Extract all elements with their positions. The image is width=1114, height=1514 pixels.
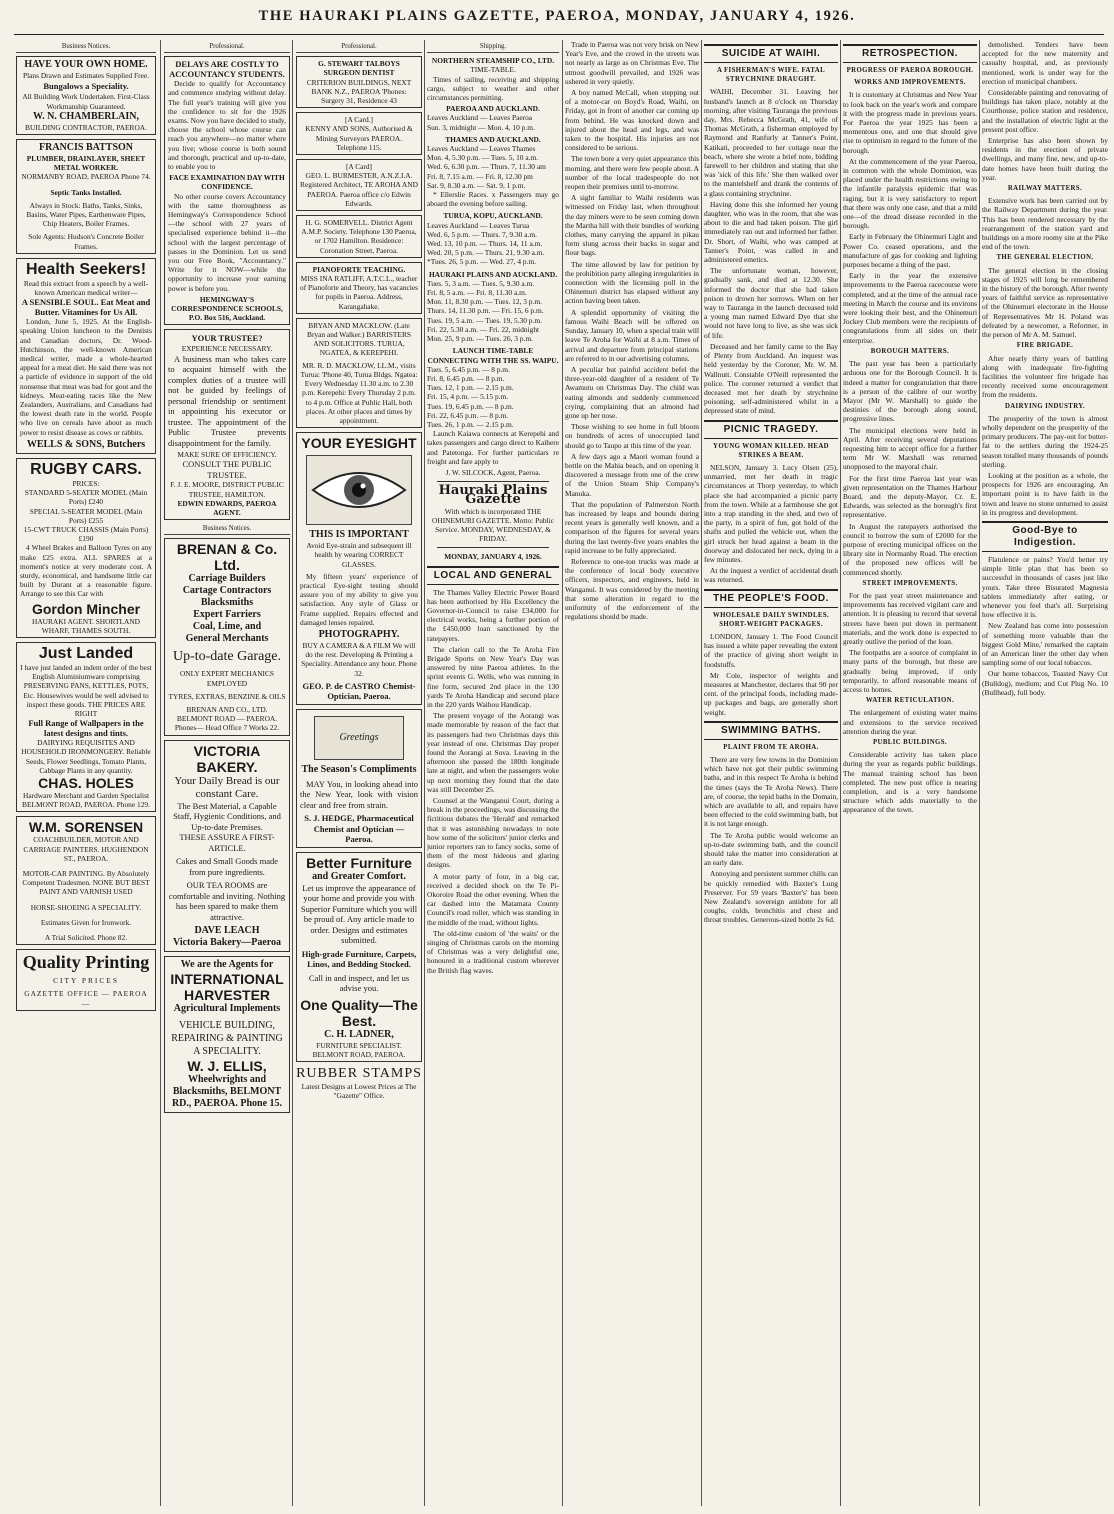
ad-body: MOTOR-CAR PAINTING. By Absolutely Competent Tradesmen. NONE BUT BEST PAINT AND VARNISH USED (22, 868, 150, 897)
ad-body: Wheelwrights and Blacksmiths, BELMONT RD., PAEROA. Phone 15. (171, 1074, 283, 1110)
issue-date: MONDAY, JANUARY 4, 1926. (444, 552, 542, 562)
ad-headline: Just Landed (38, 644, 134, 662)
ad-body: ONLY EXPERT MECHANICS EMPLOYED (179, 669, 275, 688)
ad-headline: Health Seekers! (25, 260, 147, 278)
talboys-card (296, 56, 422, 108)
column-8-retrospection-continued (982, 40, 1108, 1508)
macklow-card (296, 318, 422, 428)
ad-body: 4 Wheel Brakes and Balloon Tyres on any make £25 extra. ALL SPARES at a moment's notice at very moderate cost. A sturdy, economical, and handsome little car built by Durant at a reasonable figure. Arrange to see this Car with (20, 543, 152, 599)
ad-subhead: Full Range of Wallpapers in the latest designs and tints. (28, 718, 144, 739)
gazette-nameplate: Hauraki Plains Gazette (438, 483, 548, 508)
service-item: Coal, Lime, and (192, 621, 262, 633)
column-7-retrospection (843, 40, 977, 1508)
article-paragraph: Extensive work has been carried out by the Railway Department during the year. This has been rendered necessary by the rearrangement of the station yard and buildings on a more roomy site at the Pike end of the town. (982, 196, 1108, 252)
somervell-card (296, 215, 422, 258)
ad-body: BRYAN AND MACKLOW. (Late Bryan and Walker.) BARRISTERS AND SOLICITORS. TURUA, NGATEA, & KEREPEHI. (307, 320, 411, 358)
timetable-row: *Tues. 26, 5 p.m. — Wed. 27, 4 p.m. (427, 257, 537, 267)
article-paragraph: The footpaths are a source of complaint in many parts of the borough, but these are gradually being improved, if only temporarily, to afford reasonable means of access to homes. (843, 648, 977, 694)
article-subheading: DAIRYING INDUSTRY. (1004, 402, 1086, 410)
ad-name: S. J. HEDGE, Pharmaceutical Chemist and Optician — Paeroa. (304, 813, 414, 845)
article-subheading: WHOLESALE DAILY SWINDLES. SHORT-WEIGHT PACKAGES. (712, 611, 830, 628)
column-rule (701, 40, 702, 1506)
timetable-row: Mon. 4, 5.30 p.m. — Tues. 5, 10 a.m. (427, 153, 539, 163)
ad-name: VICTORIA BAKERY. (193, 742, 261, 775)
timetable-row: Fri. 15, 4 p.m. — 5.15 p.m. (427, 392, 509, 402)
column-rule (562, 40, 563, 1506)
ad-subhead: FACE EXAMINATION DAY WITH CONFIDENCE. (169, 173, 285, 192)
greetings-illustration: Greetings (314, 716, 404, 760)
article-paragraph: The Te Aroha public would welcome an up-to-date swimming bath, and the council should take the matter into consideration at an early date. (704, 830, 838, 868)
battson-ad (16, 139, 156, 254)
ad-headline: YOUR EYESIGHT (301, 435, 417, 452)
ad-subhead: We are the Agents for (180, 959, 274, 971)
article-subheading: PLAINT FROM TE AROHA. (723, 743, 819, 751)
article-paragraph: Deceased and her family came to the Bay of Plenty from Auckland. An inquest was held yesterday by the Coroner, Mr. W. M. Wallnutt. Constable O'Neill represented the police. The coroner returned a verdict that deceased met her death by strychnine poisoning, self-administered whilst in a depressed state of mind. (704, 341, 838, 416)
ad-headline: HAVE YOUR OWN HOME. (24, 59, 148, 71)
timetable-title: TIME-TABLE. (470, 65, 516, 75)
greetings-ad (296, 709, 422, 848)
article-subheading: THE GENERAL ELECTION. (996, 254, 1094, 262)
article-paragraph: Considerable activity has taken place during the year as regards public buildings. The manual training school has been completed. The new post office is nearing completion, and is a very handsome structure which adds materially to the appearance of the town. (843, 750, 977, 815)
ad-body: The Best Material, a Capable Staff, Hygienic Conditions, and Up-to-date Premises. (173, 800, 281, 832)
ad-body: All Building Work Undertaken. First-Class Workmanship Guaranteed. (22, 92, 150, 111)
article-paragraph: Trade in Paeroa was not very brisk on New Year's Eve, and the crowd in the streets was not nearly as large as on Christmas Eve. The utmost goodwill prevailed, and 1926 was ushered in very quietly. (565, 40, 699, 86)
ad-subhead: One Quality—The Best. (300, 996, 418, 1029)
ad-headline: Quality Printing (22, 952, 150, 973)
ad-body: Decide to qualify for Accountancy and commence studying without delay. The full year's training will give you the confidence to sit for the 1926 exams. Now you have decided to study, choose the school whose course can reach you anywhere—no matter where you live; whose course is both sound and thorough, practical and up-to-date, to enable you to (168, 79, 286, 172)
ad-headline: DELAYS ARE COSTLY TO ACCOUNTANCY STUDENTS. (169, 59, 285, 80)
article-paragraph: The present voyage of the Aorangi was made memorable by reason of the fact that its passengers had two Christmas days this year instead of one. Christmas Day proper found the Aorangi at Suva. Leaving in the afternoon she passed the 180th longitude late at night, and when the passengers woke up next morning they found that the date was still December 25. (427, 711, 559, 794)
ad-body: Plans Drawn and Estimates Supplied Free. (22, 71, 150, 81)
service-item: Expert Farriers (193, 609, 261, 621)
article-paragraph: For the first time Paeroa last year was given representation on the Thames Harbour Board, and the deputy-Mayor, Cr. E. Edwards, was selected as the borough's first representative. (843, 473, 977, 520)
ad-body: KENNY AND SONS, Authorised & Mining Surveyors PAEROA. Telephone 115. (305, 124, 413, 152)
ad-body: COACHBUILDER, MOTOR AND CARRIAGE PAINTERS. HUGHENDON ST., PAEROA. (23, 835, 149, 863)
ad-name: W. J. ELLIS, (187, 1058, 267, 1075)
article-subheading: A FISHERMAN'S WIFE. FATAL STRYCHNINE DRAUGHT. (716, 67, 826, 84)
ad-headline: RUGBY CARS. (30, 460, 142, 478)
ad-name: G. STEWART TALBOYS SURGEON DENTIST (318, 59, 400, 78)
service-item: General Merchants (185, 633, 269, 645)
ad-headline: Better Furniture (306, 854, 412, 871)
article-paragraph: Considerable painting and renovating of buildings has taken place, notably at the Courthouse, police station and residence, and the installation of electric light at the present post office. (982, 88, 1108, 134)
ad-name: CHAS. HOLES (38, 774, 134, 791)
gazette-motto: With which is incorporated THE OHINEMURI GAZETTE. Motto: Public Service. MONDAY, WEDNESDAY, & FRIDAY. (432, 506, 554, 544)
article-paragraph: The enlargement of existing water mains and extensions to the service received attention during the year. (843, 708, 977, 736)
timetable-row: Fri. 8, 6.45 p.m. — 8 p.m. (427, 373, 505, 383)
service-item: Carriage Builders (188, 573, 266, 585)
card-label: [A Card.] (345, 115, 373, 125)
column-rule (160, 40, 161, 1506)
column-4-shipping (427, 40, 559, 1508)
ad-body: BUY A CAMERA & A FILM We will do the rest. Developing & Printing a Speciality. Attendance any hour. Phone 32. (301, 640, 417, 678)
divider (437, 481, 549, 482)
ad-body: BUILDING CONTRACTOR, PAEROA. (25, 122, 147, 132)
article-paragraph: The general election in the closing stages of 1925 will long be remembered in the history of the borough. After twenty years of faithful service as representative of the Ohinemuri electorate in the House of Representatives Mr H. Poland was defeated by a newcomer, a Reformer, in the person of Mr A. M. Samuel. (982, 265, 1108, 340)
article-subheading: YOUNG WOMAN KILLED. HEAD STRIKES A BEAM. (713, 442, 829, 459)
ad-headline: YOUR TRUSTEE? (191, 333, 263, 344)
rubber-stamps-body: Latest Designs at Lowest Prices at The "Gazette" Office. (301, 1082, 417, 1101)
ad-body: CITY PRICES (53, 976, 119, 986)
section-label: Professional. (164, 42, 290, 53)
article-headline: SWIMMING BATHS. (704, 721, 838, 740)
eyesight-ad (296, 432, 422, 705)
ad-body: CRITERION BUILDINGS, NEXT BANK N.Z., PAEROA 'Phones: Surgery 31, Residence 43 (306, 77, 412, 106)
ad-subhead: and Greater Comfort. (312, 870, 406, 882)
article-subheading: FIRE BRIGADE. (1016, 342, 1074, 350)
ad-name: C. H. LADNER, (324, 1028, 394, 1040)
article-headline: SUICIDE AT WAIHI. (704, 44, 838, 63)
article-headline: PICNIC TRAGEDY. (704, 420, 838, 439)
timetable-row: Wed. 6, 6.30 p.m. — Thurs. 7, 11.30 am (427, 162, 546, 172)
ad-body: MAY You, in looking ahead into the New Year, look with vision clear and free from strain. (300, 778, 418, 810)
service-item: Cartage Contractors (182, 585, 272, 597)
route-title: HAURAKI PLAINS AND AUCKLAND. (428, 269, 558, 279)
ad-subhead: PRICES: (72, 478, 100, 488)
article-headline: LOCAL AND GENERAL (427, 566, 559, 585)
article-paragraph: A peculiar but painful accident befel the three-year-old daughter of a resident of Te Awamutu on Christmas Day. The child was eating almonds and suddenly commenced crying, complaining that an almond had gone up her nose. (565, 364, 699, 420)
health-ad (16, 258, 156, 454)
article-paragraph: There are very few towns in the Dominion which have not got their public swimming baths, and in this respect Te Aroha is behind the times (says the Te Aroha News). There are, of course, the tepid baths in the Domain, which are available to all, and repairs have been effected to the cold swimming bath, but it is not large enough. (704, 755, 838, 829)
article-paragraph: Flatulence or pains? You'd better try simple little plan that has been so successful in thousands of cases just like yours. Take three Bisurated Magnesia tablets immediately after eating, or whenever you feel that's all. Surprising how effective it is. (982, 554, 1108, 620)
timetable-row: Sat. 9, 8.30 a.m. — Sat. 9, 1 p.m. (427, 180, 526, 190)
ad-body: Avoid Eye-strain and subsequent ill health by wearing CORRECT GLASSES. (306, 541, 412, 569)
timetable-row: Mon. 11, 8.30 p.m. — Tues. 12, 3 p.m. (427, 297, 542, 307)
column-rule (840, 40, 841, 1506)
section-label: Shipping. (427, 42, 559, 53)
timetable-row: Thurs. 14, 11.30 p.m. — Fri. 15, 6 p.m. (427, 306, 544, 316)
article-paragraph: At the commencement of the year Paeroa, in common with the whole Dominion, was placed under the health restrictions owing to the infantile paralysis epidemic that was raging, but it is very satisfactory to report that there was only one case, and that a mild one—of the dread disease recorded in the borough. (843, 156, 977, 231)
article-paragraph: Looking at the position as a whole, the prospects for 1926 are encouraging. An important point is to have faith in the town and leave no stone unturned to assist in its progress and development. (982, 470, 1108, 517)
article-paragraph: Having done this she informed her young daughter, who was in the room, that she was about to die and had taken poison. The girl immediately ran out and informed her father. Dr. Short, of Waihi, who was camped at Tanner's Point, was called in and administered emetics. (704, 199, 838, 265)
article-paragraph: The old-time custom of 'the waits' or the singing of Christmas carols on the morning of Christmas was a very delightful one, honoured in a traditional custom wherever the British flag waves. (427, 928, 559, 975)
ad-body: GEO. L. BURMESTER, A.N.Z.I.A. Registered Architect, TE AROHA AND PAEROA. Paeroa office c/o Edwin Edwards. (300, 171, 418, 208)
ad-body: TYRES, EXTRAS, BENZINE & OILS (168, 691, 286, 701)
landed-ad (16, 642, 156, 812)
column-rule (292, 40, 293, 1506)
ad-body: Read this extract from a speech by a well-known American medical writer— (23, 278, 149, 298)
rugby-ad (16, 458, 156, 638)
ad-body: PLUMBER, DRAINLAYER, SHEET METAL WORKER. (26, 154, 146, 173)
price-item: 15-CWT TRUCK CHASSIS (Main Ports) £190 (23, 524, 149, 544)
ad-body: Call in and inspect, and let us advise you. (308, 972, 410, 994)
timetable-row: Mon. 25, 9 p.m. — Tues. 26, 3 p.m. (427, 334, 533, 344)
article-paragraph: A sight familiar to Waihi residents was witnessed on Friday last, when throughout the day miners were to be seen coming down the Martha hill with their bundles of working clothes, many carrying the apparel in pikau form slung across their backs in sugar and flour bags. (565, 193, 699, 258)
ad-subhead: EXPERIENCE NECESSARY. (181, 344, 273, 354)
article-paragraph: A few days ago a Maori woman found a bottle on the Mahia beach, and on opening it discovered a message from one of the crew of the Union Steam Ship Company's Manuka. (565, 451, 699, 498)
article-subheading: PROGRESS OF PAEROA BOROUGH. (846, 67, 974, 74)
section-label: Business Notices. (164, 524, 290, 535)
article-paragraph: In August the ratepayers authorised the council to borrow the sum of £2000 for the purpose of erecting municipal offices on the library site in Normanby Road. The erection of the proposed new offices will be commenced shortly. (843, 521, 977, 577)
ad-body: MISS INA RATLIFF, A.T.C.L., teacher of Pianoforte and Theory, has vacancies for pupils in Paeroa. Address, Karangahake. (300, 274, 419, 311)
furniture-ad (296, 852, 422, 1062)
column-5-local-news (565, 40, 699, 1508)
ad-body: DAIRYING REQUISITES AND HOUSEHOLD IRONMONGERY. Reliable Seeds, Flower Seedlings, Tomato Plants, Cabbage Plants in any quantity. (21, 738, 151, 775)
ad-body: Hardware Merchant and Garden Specialist BELMONT ROAD, PAEROA. Phone 129. (22, 790, 150, 810)
ad-subhead: Agricultural Implements (173, 1003, 281, 1015)
ad-name: Gordon Mincher (31, 600, 141, 617)
column-3-professional (296, 40, 422, 1508)
agent-name: J. W. SILCOCK, Agent, Paeroa. (445, 467, 541, 477)
article-paragraph: A motor party of four, in a big car, received a decided shock on the Te Pi-Okoroire Road the other evening. When the car dashed into the Matamata County Council's road roller, which was standing in the middle of the road, without lights. (427, 871, 559, 927)
article-paragraph: The unfortunate woman, however, gradually sank, and died at 12.30. She informed the doctor that she had taken poison to drown her sorrows. When on her way to Tauranga in the launch deceased told a young man named Edward Dye that she would not have long to live, as she was sick of life. (704, 266, 838, 340)
article-subheading: STREET IMPROVEMENTS. (862, 579, 958, 587)
route-title: TURUA, KOPU, AUCKLAND. (443, 211, 543, 221)
price-item: STANDARD 5-SEATER MODEL (Main Ports) £240 (24, 488, 148, 507)
article-headline: THE PEOPLE'S FOOD. (704, 589, 838, 608)
article-paragraph: Those wishing to see home in full bloom on hundreds of acres of unoccupied land should go to Taupo at this time of the year. (565, 422, 699, 450)
article-paragraph: NELSON, January 3. Lucy Olsen (25), unmarried, met her death in tragic circumstances at Thorp yesterday, to which place she had accompanied a picnic party from the town. While at a farmhouse she got into a trap standing in the shed, and two of the party, in a spirit of fun, got hold of the shafts and pulled the vehicle out, when the girl struck her head against a beam in the doorway and dislocated her neck, dying in a few minutes. (704, 462, 838, 564)
article-paragraph: That the population of Palmerston North has increased by leaps and bounds during recent years is generally well known, and a comparison of the figures for several years during the last twenty-five years enables the rapid increase to be fully appreciated. (565, 499, 699, 555)
ad-subhead: MAKE SURE OF EFFICIENCY. (177, 450, 277, 460)
ad-body: MR. R. D. MACKLOW, LL.M., visits Turua: 'Phone 40, Turua Bldgs. Ngatea: Every Wednesday 11.30 a.m. to 2.30 p.m. Kerepehi: Every Thursday 2 p.m. to 4 p.m. Office at Public Hall, both places. At other places and times by appointment. (300, 360, 418, 425)
timetable-row: Leaves Auckland — Leaves Paeroa (427, 113, 533, 123)
ad-body: Always in Stock: Baths, Tanks, Sinks, Basins, Water Pipes, Earthenware Pipes, Chip Heaters, Boiler Frames. (26, 200, 146, 229)
article-paragraph: demolished. Tenders have been accepted for the new maternity and casualty hospital, and, as previously mentioned, work is under way for the erection of municipal chambers. (982, 40, 1108, 86)
section-label: Business Notices. (16, 42, 156, 53)
article-paragraph: Enterprise has also been shown by residents in the erection of private dwellings, and many fine, new, and up-to-date homes have been built during the year. (982, 136, 1108, 182)
burmester-card (296, 159, 422, 211)
eye-icon (309, 462, 409, 518)
timetable-row: Tues. 26, 1 p.m. — 2.15 p.m. (427, 419, 514, 429)
timetable-row: Wed. 20, 5 p.m. — Thurs. 21, 9.30 a.m. (427, 248, 545, 258)
eye-illustration (306, 455, 412, 525)
ad-subhead: CONSULT THE PUBLIC TRUSTEE. (182, 459, 272, 480)
article-paragraph: A splendid opportunity of visiting the famous Waihi Beach will be offered on Sunday, January 10, when a special train will leave Te Aroha for Waihi at 8 a.m. Times of arrival and departure from principal stations are referred to in our advertising columns. (565, 307, 699, 363)
ad-subhead: PHOTOGRAPHY. (318, 628, 400, 640)
ad-body: HAURAKI AGENT. SHORTLAND WHARF, THAMES SOUTH. (31, 616, 140, 635)
article-paragraph: Annoying and persistent summer chills can be quickly remedied with Baxter's Lung Preserver. For 59 years 'Baxter's' has been New Zealand's sovereign antidote for all coughs, colds, bronchitis and chest and throat troubles. Generous-sized bottle 2s 6d. (704, 869, 838, 925)
timetable-row: Sun. 3, midnight — Mon. 4, 10 p.m. (427, 122, 535, 132)
timetable-row: Tues. 19, 6.45 p.m. — 8 p.m. (427, 401, 514, 411)
article-subheading: WORKS AND IMPROVEMENTS. (854, 79, 966, 87)
timetable-row: Fri. 22, 5.30 a.m. — Fri. 22, midnight (427, 324, 540, 334)
article-paragraph: After nearly thirty years of battling along with inadequate fire-fighting facilities the volunteer fire brigade has recently received some encouragement from the residents. (982, 353, 1108, 400)
article-subheading: PUBLIC BUILDINGS. (872, 739, 948, 747)
ad-name: F. J. E. MOORE, DISTRICT PUBLIC TRUSTEE, HAMILTON. (170, 480, 284, 499)
ad-name: GEO. P. de CASTRO Chemist-Optician, Paeroa. (302, 680, 416, 702)
article-headline: RETROSPECTION. (843, 44, 977, 63)
article-paragraph: Early in February the Ohinemuri Light and Power Co. ceased operations, and the manufacture of gas for cooking and lighting purposes became a thing of the past. (843, 232, 977, 270)
article-paragraph: Reference to one-ton trucks was made at the conference of local body executive officers, inspectors, and engineers, held in Wanganui. It was considered by the meeting that some alteration in regard to the uniformity of the enforcement of the regulations should be made. (565, 556, 699, 622)
column-1-business-notices (16, 40, 156, 1508)
timetable-row: Tues. 12, 1 p.m. — 2.15 p.m. (427, 383, 514, 393)
ad-subhead: THESE ASSURE A FIRST-ARTICLE. (179, 832, 275, 853)
timetable-row: Wed. 13, 10 p.m. — Thurs. 14, 11 a.m. (427, 239, 543, 249)
ad-name: W. N. CHAMBERLAIN, (32, 110, 140, 122)
article-paragraph: The Thames Valley Electric Power Board has been authorised by His Excellency the Governor-in-Council to raise £34,000 for electrical works, being a further portion of the £450,000 loan sanctioned by the ratepayers. (427, 587, 559, 643)
ad-name: BRENAN & Co. Ltd. (176, 541, 278, 574)
column-2-professional (164, 40, 290, 1508)
sorensen-ad (16, 816, 156, 945)
printing-ad (16, 949, 156, 1011)
ad-name: WELLS & SONS, Butchers (26, 438, 146, 450)
article-paragraph: The town bore a very quiet appearance this morning, and there were few people about. A number of the local tradespeople do not reopen their premises until to-morrow. (565, 154, 699, 192)
ad-subhead: PIANOFORTE TEACHING. (312, 264, 406, 274)
article-paragraph: The prosperity of the town is almost wholly dependent on the prosperity of the primary producers. The pay-out for butter-fat to the settlers during the 1924-25 season totalled many thousands of pounds sterling. (982, 413, 1108, 469)
ad-name: EDWIN EDWARDS, PAEROA AGENT. (177, 498, 277, 517)
price-item: SPECIAL 5-SEATER MODEL (Main Ports) £255 (29, 506, 143, 525)
bakery-ad (164, 740, 290, 953)
ad-body: Estimates Given for Ironwork. (40, 917, 132, 927)
ad-name: INTERNATIONAL HARVESTER (170, 971, 284, 1004)
article-paragraph: Counsel at the Wanganui Court, during a break in the proceedings, was discussing the fictitious debates the 'Herald' and remarked that it was astonishing nowadays to note how some of the solicitors' junior clerks and junior reporters ran to fancy socks, some of them of the most hideous and glaring designs. (427, 796, 559, 870)
divider (437, 547, 549, 548)
ad-headline: The Season's Compliments (301, 763, 417, 775)
article-paragraph: It is customary at Christmas and New Year to look back on the year's work and compare it with the progress made in previous years. For Paeroa the year 1925 has been a momentous one, and one that should give rise to optimism in regard to the future of the borough. (843, 90, 977, 155)
card-label: [A Card] (345, 162, 373, 172)
ad-name: Victoria Bakery—Paeroa (172, 937, 282, 949)
timetable-row: Tues. 5, 6.45 p.m. — 8 p.m. (427, 364, 510, 374)
ad-subhead: THIS IS IMPORTANT (309, 529, 409, 541)
route-title: PAEROA AND AUCKLAND. (446, 104, 540, 114)
timetable-row: Fri. 8, 5 a.m. — Fri. 8, 11.30 a.m. (427, 288, 527, 298)
timetable-row: Leaves Auckland — Leaves Turua (427, 220, 530, 230)
timetable-row: Leaves Auckland — Leaves Thames (427, 144, 536, 154)
timetable-row: Tues. 5, 3 a.m. — Tues. 5, 9.30 a.m. (427, 278, 535, 288)
section-label: Professional. (296, 42, 422, 53)
ad-body: A business man who takes care to acquaint himself with the complex duties of a trustee will not be guided by feelings of personal friendship or sentiment in appointing his executor or trustee. The appointment of the Public Trustee prevents disappointment for the family. (168, 353, 286, 448)
article-subheading: BOROUGH MATTERS. (870, 347, 950, 355)
column-6-news (704, 40, 838, 1508)
timetable-note: Times of sailing, receiving and shipping cargo, subject to weather and other circumstances permitting. (427, 74, 559, 103)
route-title: LAUNCH TIME-TABLE CONNECTING WITH THE SS. WAIPU. (427, 346, 559, 365)
ad-name: HEMINGWAY'S CORRESPONDENCE SCHOOLS, P.O. Box 516, Auckland. (171, 294, 283, 323)
timetable-note: Launch Kaiawa connects at Kerepehi and takes passengers and cargo direct to Kaihere and Patetonga. For further particulars re freight and fare apply to (427, 429, 559, 466)
ad-subhead: Septic Tanks Installed. (50, 187, 122, 197)
timetable-row: Fri. 22, 6.45 p.m. — 8 p.m. (427, 410, 509, 420)
ad-body: BRENAN AND CO., LTD. BELMONT ROAD — PAEROA. (176, 705, 278, 724)
ad-body: GAZETTE OFFICE — PAEROA — (24, 989, 148, 1008)
ad-body: My fifteen years' experience of practical Eye-sight testing should assure you of my ability to give you satisfaction. Any style of Glass or Frame supplied. Repairs effected and damaged lenses repaired. (300, 571, 418, 627)
trustee-ad (164, 329, 290, 520)
ad-body: H. G. SOMERVELL. District Agent A.M.P. Society. Telephone 130 Paeroa, or 1702 Hamilton. Residence: Coronation Street, Paeroa. (301, 218, 417, 255)
article-paragraph: LONDON, January 1. The Food Council has issued a white paper revealing the extent of the practice of giving short weight in foodstuffs. (704, 631, 838, 669)
ad-body: NORMANBY ROAD, PAEROA Phone 74. (21, 172, 151, 182)
home-ad (16, 56, 156, 135)
shipping-company: NORTHERN STEAMSHIP CO., LTD. (431, 56, 555, 66)
kenny-card (296, 112, 422, 155)
article-subheading: WATER RETICULATION. (865, 697, 955, 705)
route-title: THAMES AND AUCKLAND. (445, 134, 541, 144)
article-paragraph: Our home tobaccos, Toasted Navy Cut (Bulldog), medium; and Cut Plug No. 10 (Bullhead), full body. (982, 669, 1108, 697)
ad-body: Phones— Head Office 7 Works 22. (174, 723, 280, 733)
article-paragraph: At the inquest a verdict of accidental death was returned. (704, 566, 838, 585)
ad-body: Cakes and Small Goods made from pure ingredients. (176, 856, 278, 877)
ad-name: FRANCIS BATTSON (39, 142, 133, 154)
masthead-rule (14, 34, 1104, 35)
article-paragraph: The time allowed by law for petition by the prohibition party alleging irregularities in connection with the licensing poll in the Ohinemuri district has elapsed without any action having been taken. (565, 259, 699, 306)
ad-body: I have just landed an indent order of the best English Aluminiumware comprising PRESERVING PANS, KETTLES, POTS, Etc. Housewives would be well advised to inspect these goods. THE PRICES ARE RIGHT (20, 662, 152, 718)
hemingway-ad (164, 56, 290, 325)
ad-subhead: High-grade Furniture, Carpets, Linos, and Bedding Stocked. (301, 948, 417, 970)
timetable-row: Fri. 8, 7.15 a.m. — Fri. 8, 12.30 pm (427, 171, 533, 181)
masthead-title: THE HAURAKI PLAINS GAZETTE, PAEROA, MONDAY, JANUARY 4, 1926. (258, 8, 856, 24)
ad-body: London, June 5, 1925. At the English-speaking Union luncheon to the Dentists and Canadian doctors, Dr. Wood-Hutchinson, the well-known American medical writer, made a whole-hearted appeal for a meat diet. He said there was not a particle of evidence in support of the old nonsense that meat was bad for gout and the kidneys. Meat-eating races like the New Zealanders, Australians, and Canadians had the lowest death rate in the world. People who live on cereals have about as much power to resist disease as cows or rabbits. (20, 317, 152, 437)
timetable-note: * Ellerslie Races. x Passengers may go aboard the evening before sailing. (427, 190, 559, 209)
ad-body: HORSE-SHOEING A SPECIALITY. (30, 902, 142, 912)
article-paragraph: The clarion call to the Te Aroha Fire Brigade Sports on New Year's Day was answered by nine Paeroa athletes. In the sprint events G. Wells, who was running in fine form, secured 2nd place in the 130 yards Te Aroha Handicap and second place in the 220 yards Waihou Handicap. (427, 644, 559, 709)
ad-body: No other course covers Accountancy with the same thoroughness as Hemingway's Correspondence School—the school with 27 years of specialised experience behind it—the school with the largest percentage of passes in the Dominion. Let us send you our Free Book, "Accountancy." Write for it NOW—while the opportunity to increase your earning power is before you. (168, 191, 286, 293)
ad-subhead: Bungalows a Speciality. (43, 81, 129, 92)
timetable-row: Tues. 19, 5 a.m. — Tues. 19, 5.30 p.m. (427, 315, 542, 325)
ad-subhead: A SENSIBLE SOUL. Eat Meat and Butter. Vitamines for Us All. (21, 297, 151, 318)
article-paragraph: New Zealand has come into possession of something more valuable than the biggest Gold Mine,' remarked the captain of an American liner the other day when sampling some of our local tobaccos. (982, 621, 1108, 668)
rubber-stamps-headline: RUBBER STAMPS (296, 1066, 422, 1082)
article-paragraph: The past year has been a particularly arduous one for the Borough Council. It is indeed a matter for congratulation that there is a person of the calibre of our worthy Mayor (Mr W. Marshall) to guide the destinies of the borough along sound, progressive lines. (843, 359, 977, 424)
ad-body: Let us improve the appearance of your home and provide you with Superior Furniture which you will be proud of. Any article made to order. Designs and estimates submitted. (300, 882, 418, 946)
article-paragraph: A boy named McCall, when stepping out of a motor-car on Boyd's Road, Waihi, on Friday, got in front of another car coming up from behind. He was knocked down and injured about the head and legs, and was taken to the hospital. His injuries are not considered to be serious. (565, 88, 699, 153)
article-paragraph: Early in the year the extensive improvements to the Paeroa racecourse were completed, and at the time of the annual race meeting in March the course and its environs were looking their best, and the Ohinemuri Jockey Club members were the recipients of congratulations from all sides on their enterprise. (843, 271, 977, 345)
ad-body: Sole Agents: Hudson's Concrete Boiler Frames. (28, 232, 144, 251)
ad-body: FURNITURE SPECIALIST. BELMONT ROAD, PAEROA. (312, 1040, 406, 1059)
ad-body: A Trial Solicited. Phone 82. (44, 933, 128, 942)
column-rule (424, 40, 425, 1506)
column-rule (979, 40, 980, 1506)
ad-name: DAVE LEACH (194, 925, 260, 937)
ad-subhead: Your Daily Bread is our constant Care. (174, 774, 280, 800)
ad-subhead: Up-to-date Garage. (172, 649, 282, 665)
article-subheading: RAILWAY MATTERS. (1007, 185, 1083, 193)
service-item: Blacksmiths (200, 597, 254, 609)
piano-card (296, 262, 422, 314)
article-headline: Good-Bye to Indigestion. (982, 521, 1108, 552)
ad-name: W.M. SORENSEN (28, 819, 144, 836)
harvester-ad (164, 956, 290, 1113)
article-paragraph: For the past year street maintenance and improvements has received vigilant care and attention. It is pleasing to record that several streets have been put down in permanent materials, and the work done is expected to greatly outlive the period of the loan. (843, 590, 977, 646)
article-paragraph: The municipal elections were held in April. After receiving several deputations requesting him to accept office for a further term Mr W. Marshall was returned unopposed to the mayoral chair. (843, 425, 977, 472)
ad-body: OUR TEA ROOMS are comfortable and inviting. Nothing has been spared to make them attractive. (168, 880, 286, 922)
ad-body: VEHICLE BUILDING, REPAIRING & PAINTING A SPECIALITY. (171, 1020, 283, 1058)
article-paragraph: WAIHI, December 31. Leaving her husband's launch at 8 o'clock on Thursday morning, after visiting Tauranga the previous day, Mrs. Rebecca McGrath, 41, wife of Thomas McGrath, a fisherman employed by Raymond and Ranfurly at Tanner's Point, Katikati, proceeded to her cottage near the beach, where she wrote a brief note, bidding farewell to her children and stating that she was 'sick of this life.' She then walked over to the mantelshelf and drank the contents of a glass containing strychnine. (704, 87, 838, 198)
article-paragraph: Mr Cole, inspector of weights and measures at Manchester, declares that 90 per cent. of the principal foods, including made-up packages and bags, are generally short weight. (704, 670, 838, 717)
timetable-row: Wed. 6, 5 p.m. — Thurs. 7, 9.30 a.m. (427, 229, 537, 239)
brenan-ad (164, 538, 290, 735)
